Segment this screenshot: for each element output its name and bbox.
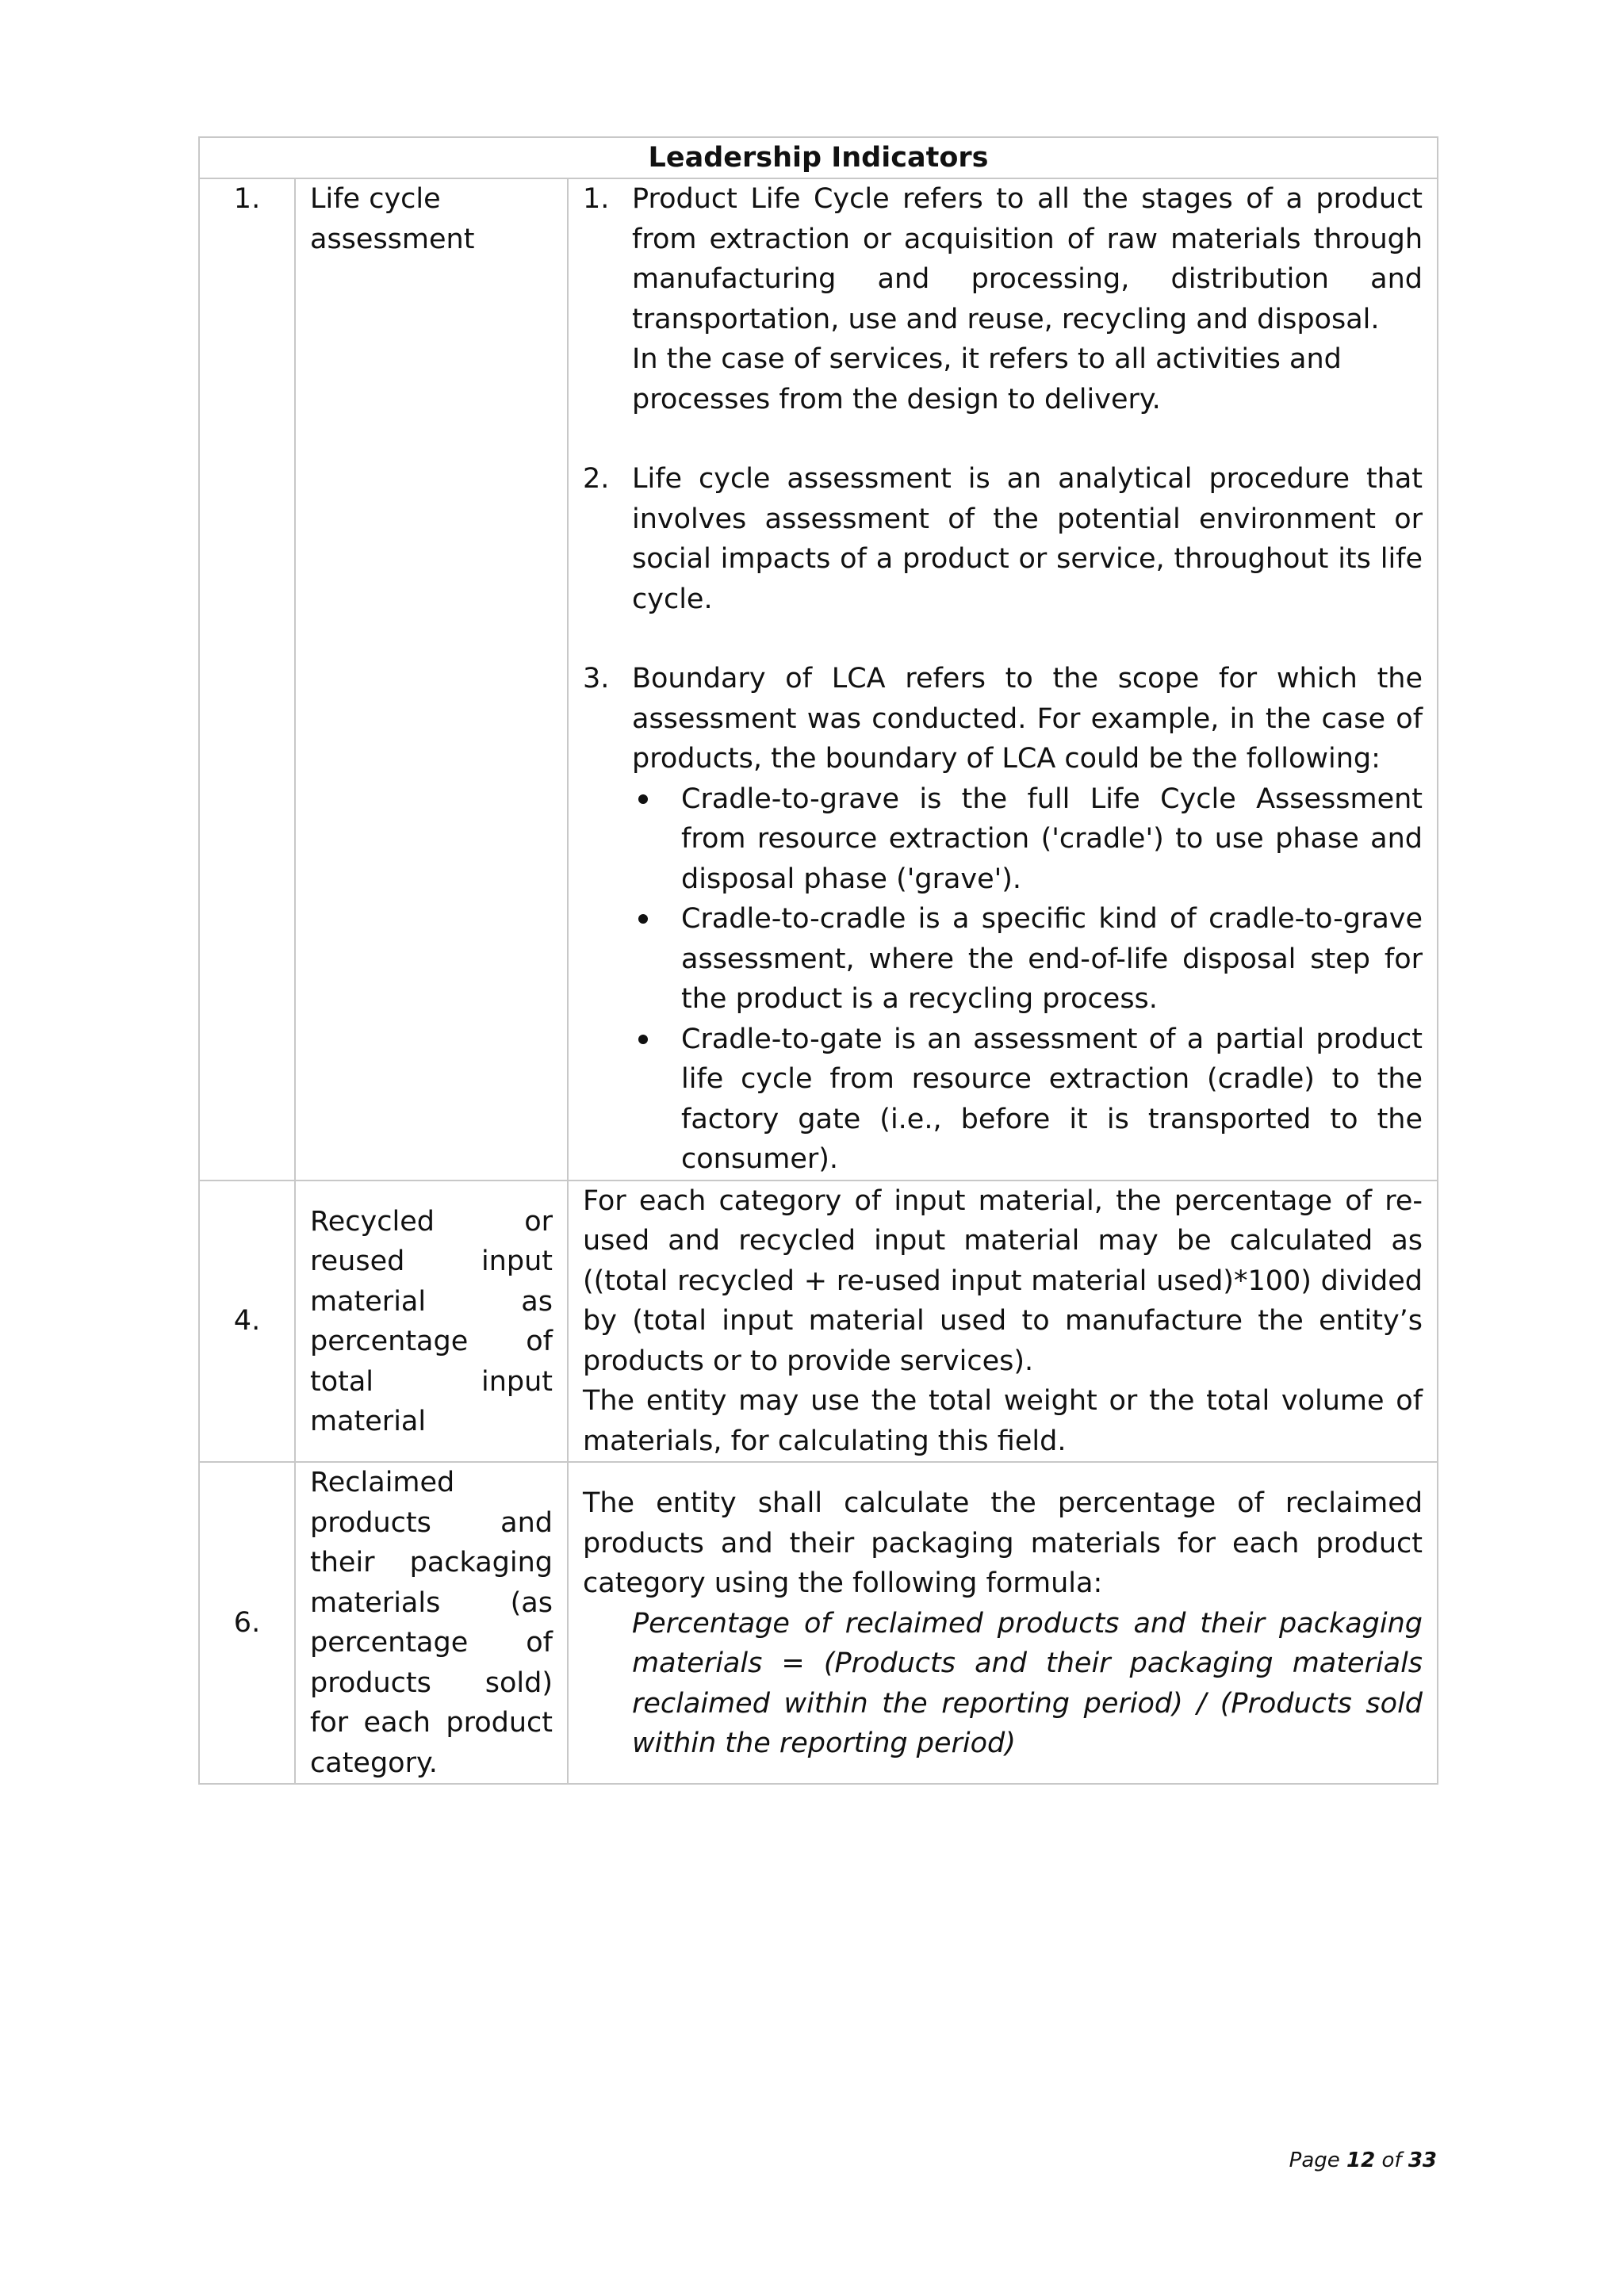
bullet-icon — [638, 914, 648, 924]
table-row — [199, 1181, 1438, 1463]
indicator-description — [568, 1462, 1438, 1784]
list-item — [583, 179, 1423, 419]
indicator-name: Life cycle assessment — [295, 178, 568, 1181]
total-pages: 33 — [1408, 2149, 1437, 2172]
leadership-indicators-table — [198, 136, 1438, 1785]
list-text: Product Life Cycle refers to all the stages of a product from extraction or acquisition of raw materials through manufacturing and processing, distribution and transportation, use and reuse, recycling and disposal. — [632, 183, 1423, 335]
description-paragraph: The entity shall calculate the percentage of reclaimed products and their packaging materials for each product category using the following formula: — [583, 1487, 1423, 1599]
bullet-text: Cradle-to-cradle is a specific kind of cradle-to-grave assessment, where the end-of-life disposal step for the product is a recycling process. — [681, 903, 1423, 1015]
page-word: Page — [1289, 2149, 1340, 2172]
indicator-name: Recycled or reused input material as percentage of total input material — [295, 1181, 568, 1463]
page-number: 12 — [1346, 2149, 1376, 2172]
list-number: 1. — [583, 183, 610, 215]
bullet-item — [632, 899, 1423, 1020]
indicator-name: Reclaimed products and their packaging materials (as percentage of products sold) for each product category. — [295, 1462, 568, 1784]
list-text: Boundary of LCA refers to the scope for which the assessment was conducted. For example, in the case of products, the boundary of LCA could be the following: — [632, 663, 1423, 775]
list-text: Life cycle assessment is an analytical procedure that involves assessment of the potential environment or social impacts of a product or service, throughout its life cycle. — [632, 463, 1423, 615]
table-row — [199, 178, 1438, 1181]
table-header-row — [199, 137, 1438, 178]
indicator-description — [568, 1181, 1438, 1463]
of-word: of — [1381, 2149, 1402, 2172]
bullet-item — [632, 779, 1423, 900]
bullet-item — [632, 1020, 1423, 1180]
list-number: 2. — [583, 463, 610, 495]
list-item — [583, 459, 1423, 619]
boundary-bullet-list — [632, 779, 1423, 1180]
table-header: Leadership Indicators — [199, 137, 1438, 178]
list-number: 3. — [583, 663, 610, 695]
description-paragraph: For each category of input material, the percentage of re-used and recycled input material may be calculated as ((total recycled + re-used input material used)*100) divided by (total input material used to manufacture the entity’s products or to provide services). — [583, 1184, 1423, 1377]
description-list — [583, 179, 1423, 1180]
formula-text: Percentage of reclaimed products and their packaging materials = (Products and their packaging materials reclaimed within the reporting period) / (Products sold within the reporting period) — [632, 1607, 1423, 1759]
bullet-icon — [638, 794, 648, 804]
bullet-text: Cradle-to-gate is an assessment of a partial product life cycle from resource extraction (cradle) to the factory gate (i.e., before it is transported to the consumer). — [681, 1023, 1423, 1175]
indicator-description — [568, 178, 1438, 1181]
row-number: 6. — [199, 1462, 295, 1784]
list-text-extra: In the case of services, it refers to all activities and processes from the design to delivery. — [632, 343, 1342, 415]
bullet-icon — [638, 1035, 648, 1044]
list-item — [583, 659, 1423, 1180]
row-number: 1. — [199, 178, 295, 1181]
page-footer — [1289, 2149, 1437, 2172]
description-paragraph: The entity may use the total weight or the total volume of materials, for calculating this field. — [583, 1385, 1423, 1457]
row-number: 4. — [199, 1181, 295, 1463]
bullet-text: Cradle-to-grave is the full Life Cycle Assessment from resource extraction ('cradle') to use phase and disposal phase ('grave'). — [681, 783, 1423, 895]
table-row — [199, 1462, 1438, 1784]
